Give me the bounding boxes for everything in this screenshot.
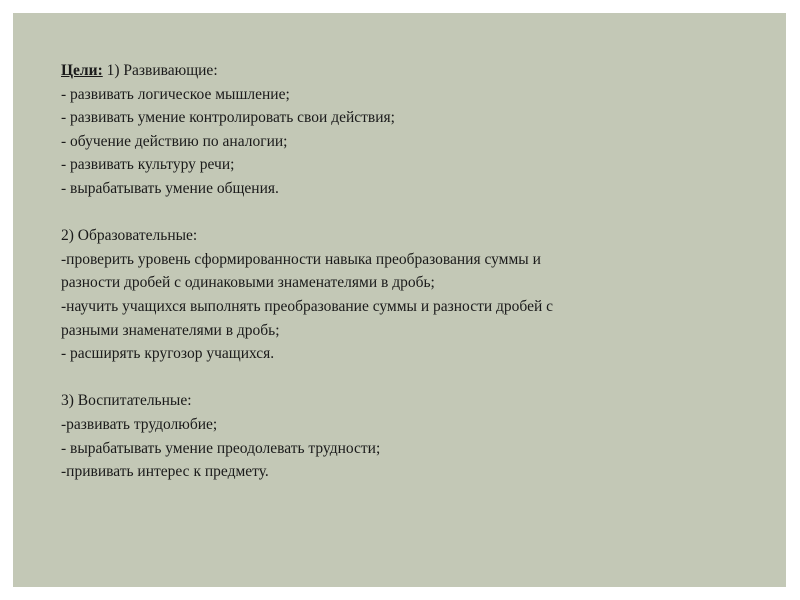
- list-item: -проверить уровень сформированности навыка преобразования суммы и: [61, 250, 541, 268]
- list-item: -научить учащихся выполнять преобразование суммы и разности дробей с: [61, 297, 554, 315]
- section-title-educational: 2) Образовательные:: [61, 227, 198, 245]
- list-item: -прививать интерес к предмету.: [61, 463, 269, 481]
- list-item: разности дробей с одинаковыми знаменателями в дробь;: [61, 274, 435, 292]
- list-item: разными знаменателями в дробь;: [61, 321, 280, 339]
- section-title-developing: 1) Развивающие:: [102, 62, 218, 79]
- list-item: - расширять кругозор учащихся.: [61, 345, 275, 363]
- list-item: - вырабатывать умение преодолевать трудности;: [61, 439, 381, 457]
- list-item: - развивать культуру речи;: [61, 156, 235, 174]
- section-title-upbringing: 3) Воспитательные:: [61, 392, 192, 410]
- goals-heading-label: Цели:: [61, 62, 103, 79]
- list-item: - обучение действию по аналогии;: [61, 132, 288, 150]
- list-item: -развивать трудолюбие;: [61, 415, 218, 433]
- list-item: - вырабатывать умение общения.: [61, 179, 279, 197]
- section-spacer: [61, 366, 751, 390]
- section-spacer: [61, 201, 751, 225]
- goals-text-block: [61, 59, 751, 484]
- list-item: - развивать логическое мышление;: [61, 85, 290, 103]
- slide: [13, 13, 786, 587]
- goals-heading-line: [61, 59, 751, 83]
- list-item: - развивать умение контролировать свои действия;: [61, 109, 395, 127]
